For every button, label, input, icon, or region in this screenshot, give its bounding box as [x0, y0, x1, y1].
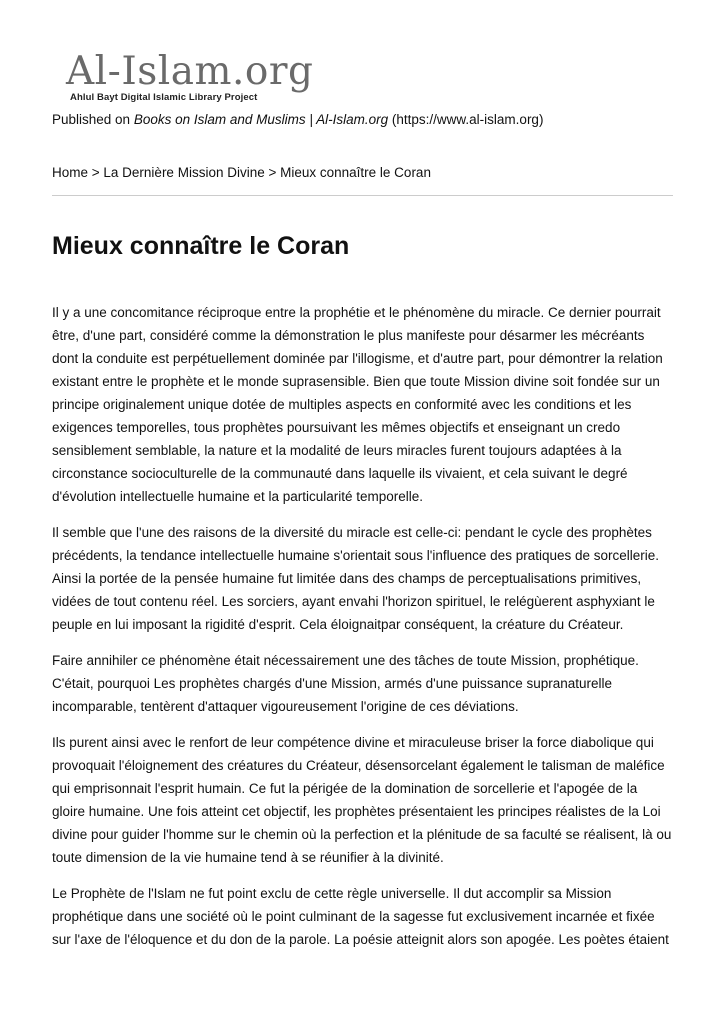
- site-logo[interactable]: [66, 49, 314, 110]
- paragraph: Faire annihiler ce phénomène était nécessairement une des tâches de toute Mission, prophétique. C'était, pourquoi Les prophètes chargés d'une Mission, armés d'une puissance supranaturelle incomparable, tentèrent d'attaquer vigoureusement l'origine de ces déviations.: [52, 653, 639, 714]
- breadcrumb-current: Mieux connaître le Coran: [280, 165, 431, 180]
- breadcrumb-book[interactable]: La Dernière Mission Divine: [103, 165, 265, 180]
- paragraph: Le Prophète de l'Islam ne fut point exclu de cette règle universelle. Il dut accomplir sa Mission prophétique dans une société où le point culminant de la sagesse fut exclusivement incarnée et fixée sur l'axe de l'éloquence et du don de la parole. La poésie atteignit alors son apogée. Les poètes étaient: [52, 886, 669, 947]
- page-title: Mieux connaître le Coran: [52, 232, 350, 260]
- published-prefix: Published on: [52, 112, 134, 127]
- header-divider: [52, 195, 673, 196]
- article-body: [52, 301, 673, 964]
- published-site-link[interactable]: Books on Islam and Muslims | Al-Islam.org: [133, 112, 389, 127]
- breadcrumb-separator: >: [264, 165, 281, 180]
- published-url: (https://www.al-islam.org): [388, 112, 544, 127]
- logo-subtitle: Ahlul Bayt Digital Islamic Library Project: [70, 92, 258, 103]
- paragraph: Il y a une concomitance réciproque entre la prophétie et le phénomène du miracle. Ce dernier pourrait être, d'une part, considéré comme la démonstration le plus manifeste pour désarmer les mécréants dont la conduite est perpétuellement dominée par l'illogisme, et d'autre part, pour démontrer la relation existant entre le prophète et le monde suprasensible. Bien que toute Mission divine soit fondée sur un principe originalement unique dotée de multiples aspects en conformité avec les conditions et les exigences temporelles, tous prophètes poursuivant les mêmes objectifs et enseignant un credo sensiblement semblable, la nature et la modalité de leurs miracles furent toujours adaptées à la circonstance socioculturelle de la communauté dans laquelle ils vivaient, et cela suivant le degré d'évolution intellectuelle humaine et la particularité temporelle.: [52, 305, 663, 504]
- paragraph: Il semble que l'une des raisons de la diversité du miracle est celle-ci: pendant le cycle des prophètes précédents, la tendance intellectuelle humaine s'orientait sous l'influence des pratiques de sorcellerie. Ainsi la portée de la pensée humaine fut limitée dans des champs de perceptualisations primitives, vidées de tout contenu réel. Les sorciers, ayant envahi l'horizon spirituel, le relégùerent asphyxiant le peuple en lui imposant la rigidité d'esprit. Cela éloignaitpar conséquent, la créature du Créateur.: [52, 525, 660, 632]
- paragraph: Ils purent ainsi avec le renfort de leur compétence divine et miraculeuse briser la force diabolique qui provoquait l'éloignement des créatures du Créateur, désensorcelant également le talisman de maléfice qui emprisonnait l'esprit humain. Ce fut la périgée de la domination de sorcellerie et l'apogée de la gloire humaine. Une fois atteint cet objectif, les prophètes présentaient les principes réalistes de la Loi divine pour guider l'homme sur le chemin où la perfection et la plénitude de sa faculté se réalisent, là ou toute dimension de la vie humaine tend à se réunifier à la divinité.: [52, 735, 672, 865]
- breadcrumb: [52, 165, 431, 180]
- published-line: [52, 112, 543, 127]
- breadcrumb-separator: >: [88, 165, 104, 180]
- logo-wordmark: Al-Islam.org: [66, 49, 314, 94]
- breadcrumb-home[interactable]: Home: [52, 165, 89, 180]
